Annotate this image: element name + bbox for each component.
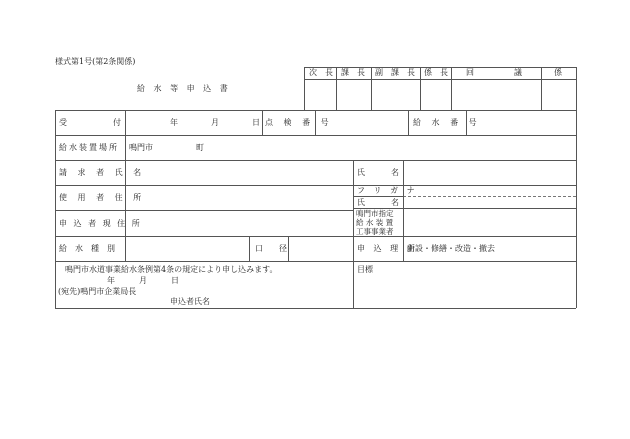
label-moushikomisha-genjusho: 申 込 者 現 住 所: [59, 219, 142, 228]
mokuhyo-field[interactable]: [354, 275, 576, 308]
applicant-name-field[interactable]: [212, 294, 350, 307]
declaration-addressee: (宛先)鳴門市企業局長: [58, 287, 137, 296]
shimei-1-field[interactable]: [404, 161, 576, 185]
label-mokuhyo: 目標: [357, 265, 373, 274]
shitei-jigyosha-field[interactable]: [404, 209, 576, 236]
approval-header-kaigi: 回 議: [466, 68, 522, 77]
shiyosha-jusho-field[interactable]: [126, 186, 353, 210]
approval-header-kacho: 課 長: [341, 68, 365, 77]
page-title: 給 水 等 申 込 書: [137, 84, 231, 93]
basho-city-label: 鳴門市: [129, 143, 153, 152]
uketsuke-date-field[interactable]: [126, 111, 262, 135]
kokei-field[interactable]: [289, 237, 353, 261]
approval-header-fukukacho: 副 課 長: [375, 68, 415, 77]
label-moushikomi-riyu: 申 込 理 由: [357, 244, 418, 253]
kyusui-bango-field[interactable]: [467, 111, 576, 135]
label-shiyosha-jusho: 使 用 者 住 所: [59, 193, 146, 202]
label-uketsuke: 受 付: [59, 118, 121, 127]
stamp-cell-fukukacho[interactable]: [372, 80, 420, 110]
stamp-cell-kacho[interactable]: [337, 80, 371, 110]
uketsuke-day-label: 日: [252, 118, 260, 127]
approval-header-kakari: 係: [554, 68, 562, 77]
kyusui-sochi-basho-field[interactable]: [126, 136, 576, 160]
label-kyusui-bango: 給 水 番 号: [413, 118, 481, 127]
label-shimei-1: 氏 名: [357, 168, 399, 177]
stamp-cell-jicho[interactable]: [305, 80, 336, 110]
kyusui-shubetsu-field[interactable]: [126, 237, 249, 261]
approval-header-jicho: 次 長: [309, 68, 333, 77]
label-tenken-bango: 点 検 番 号: [265, 118, 333, 127]
seikyusha-shimei-field[interactable]: [126, 161, 353, 185]
form-number-label: 様式第1号(第2条関係): [55, 57, 136, 66]
label-kokei: 口 径: [255, 244, 287, 253]
label-seikyusha-shimei: 請 求 者 氏 名: [59, 168, 146, 177]
label-furigana: フ リ ガ ナ: [357, 186, 418, 195]
label-shitei-jigyosha: [356, 209, 394, 236]
declaration-applicant-label: 申込者氏名: [170, 297, 210, 306]
stamp-cell-kakari[interactable]: [542, 80, 576, 110]
label-shimei-2: 氏 名: [357, 198, 399, 207]
uketsuke-year-label: 年: [170, 118, 178, 127]
tenken-bango-field[interactable]: [316, 111, 408, 135]
furigana-field[interactable]: [404, 186, 576, 196]
approval-header-kakaricho: 係 長: [424, 68, 448, 77]
moushikomi-riyu-options[interactable]: 新設・修繕・改造・撤去: [407, 244, 495, 253]
jigyosha-label-line-2: 給 水 装 置: [356, 218, 394, 227]
stamp-cell-kaigi[interactable]: [452, 80, 541, 110]
label-kyusui-shubetsu: 給 水 種 別: [59, 244, 115, 253]
basho-town-label: 町: [196, 143, 204, 152]
shimei-2-field[interactable]: [404, 197, 576, 208]
stamp-cell-kakaricho[interactable]: [421, 80, 451, 110]
moushikomisha-genjusho-field[interactable]: [126, 211, 353, 236]
jigyosha-label-line-3: 工事事業者: [356, 227, 394, 236]
declaration-date: 年 月 日: [107, 276, 179, 285]
jigyosha-label-line-1: 鳴門市指定: [356, 209, 394, 218]
label-kyusui-sochi-basho: 給水装置場所: [59, 143, 119, 152]
uketsuke-month-label: 月: [211, 118, 219, 127]
declaration-text: 鳴門市水道事業給水条例第4条の規定により申し込みます。: [65, 265, 278, 274]
